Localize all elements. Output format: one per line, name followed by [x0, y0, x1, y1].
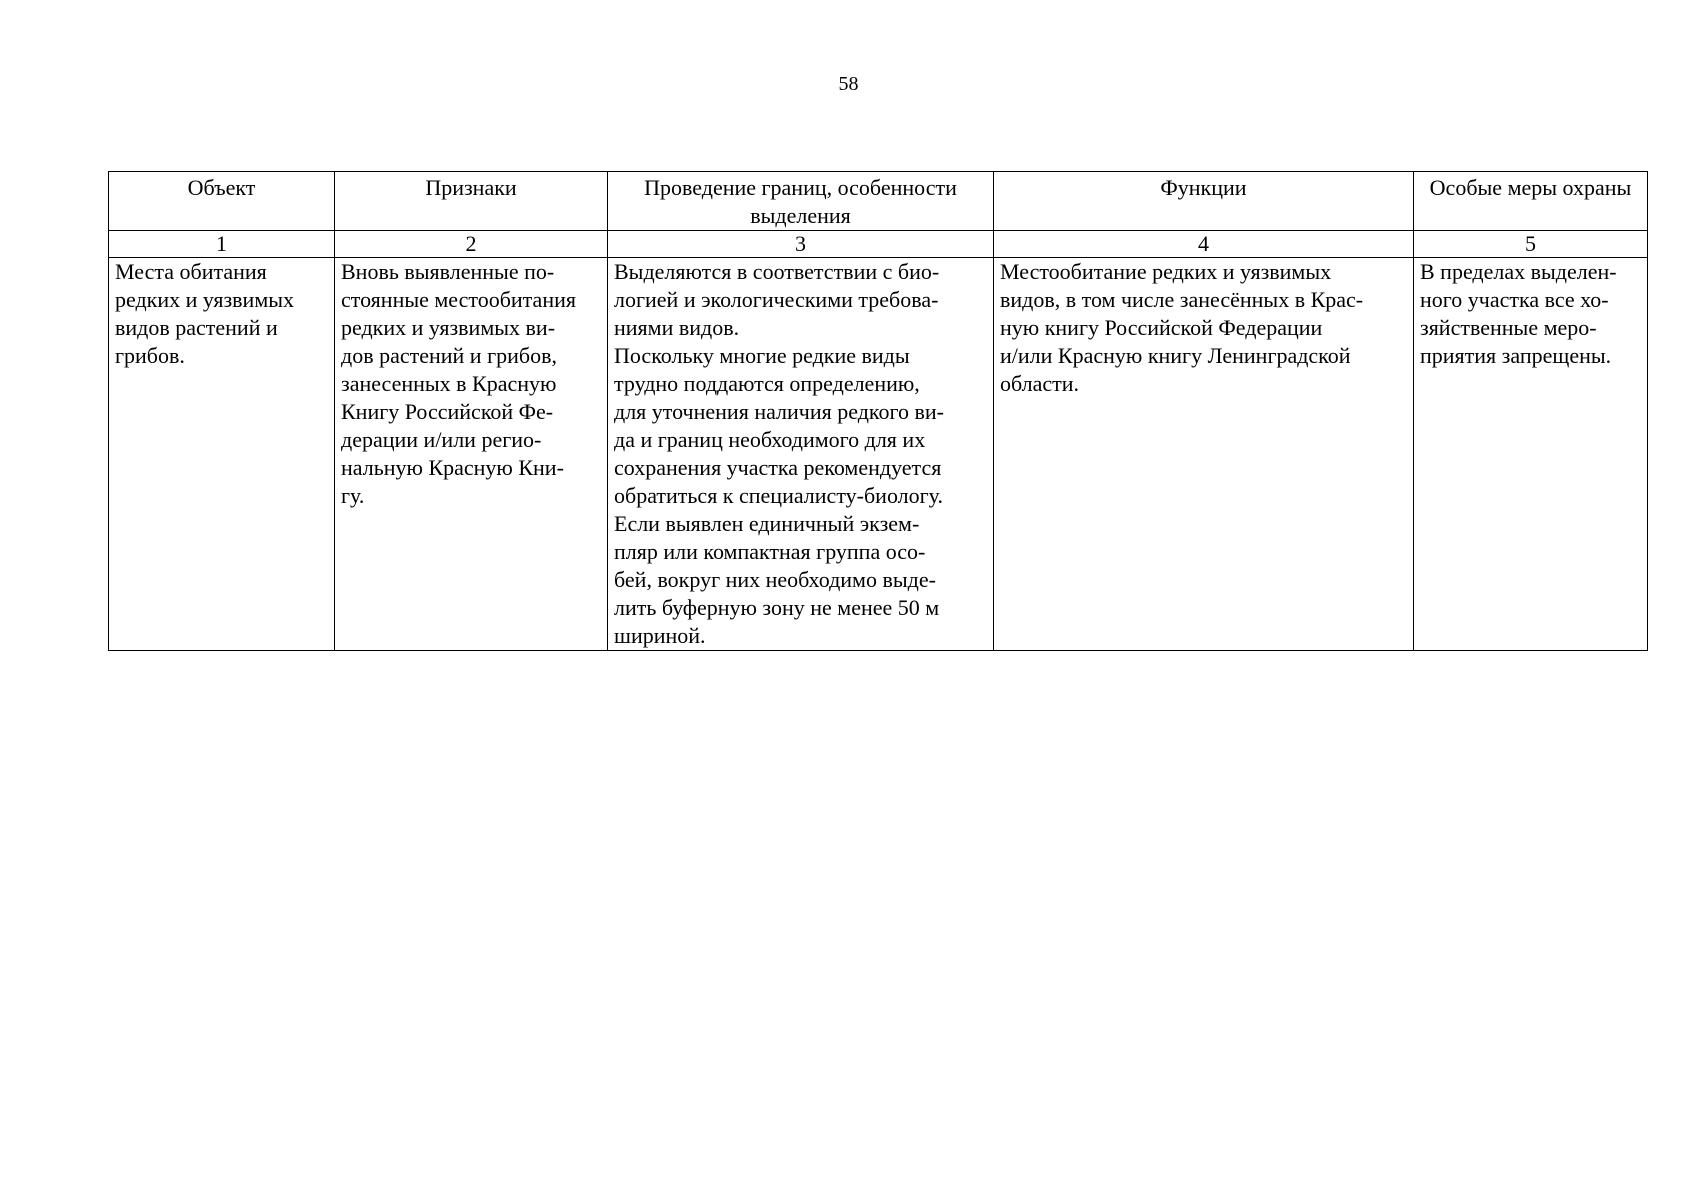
cell-boundaries-line: лить буферную зону не менее 50 м	[614, 595, 940, 620]
header-protection-text: Особые меры охраны	[1429, 175, 1632, 200]
header-signs-text: Признаки	[425, 175, 517, 200]
cell-functions-line: и/или Красную книгу Ленинградской	[1000, 343, 1351, 368]
cell-boundaries-line: шириной.	[614, 623, 706, 648]
header-boundaries-line-1: Проведение границ, особенности	[644, 175, 957, 200]
cell-signs-line: нальную Красную Кни-	[341, 455, 564, 480]
page-number: 58	[838, 73, 859, 95]
cell-boundaries-line: обратиться к специалисту-биологу.	[614, 483, 943, 508]
cell-signs-line: стоянные местообитания	[341, 287, 576, 312]
cell-boundaries-line: да и границ необходимого для их	[614, 427, 926, 452]
cell-boundaries-line: сохранения участка рекомендуется	[614, 455, 942, 480]
column-number-5: 5	[1414, 231, 1648, 258]
cell-boundaries-line: Выделяются в соответствии с био-	[614, 259, 940, 284]
cell-functions-line: видов, в том числе занесённых в Крас-	[1000, 287, 1364, 312]
cell-boundaries-line: для уточнения наличия редкого ви-	[614, 399, 944, 424]
table-header-row	[109, 172, 1648, 231]
header-boundaries	[608, 172, 994, 231]
column-number-row	[109, 231, 1648, 258]
cell-signs-line: занесенных в Красную	[341, 371, 557, 396]
cell-boundaries-line: Поскольку многие редкие виды	[614, 343, 910, 368]
cell-signs-line: Вновь выявленные по-	[341, 259, 555, 284]
cell-protection-line: В пределах выделен-	[1420, 259, 1617, 284]
cell-functions-line: области.	[1000, 371, 1080, 396]
cell-object-line: видов растений и	[115, 315, 278, 340]
header-object-text: Объект	[187, 175, 256, 200]
header-protection	[1414, 172, 1648, 231]
cell-protection	[1414, 258, 1648, 651]
cell-protection-line: приятия запрещены.	[1420, 343, 1612, 368]
cell-signs-line: дерации и/или регио-	[341, 427, 542, 452]
cell-boundaries	[608, 258, 994, 651]
cell-boundaries-line: ниями видов.	[614, 315, 740, 340]
cell-boundaries-line: логией и экологическими требова-	[614, 287, 939, 312]
cell-protection-line: зяйственные меро-	[1420, 315, 1597, 340]
cell-protection-line: ного участка все хо-	[1420, 287, 1609, 312]
cell-signs-line: Книгу Российской Фе-	[341, 399, 554, 424]
cell-boundaries-line: Если выявлен единичный экзем-	[614, 511, 920, 536]
cell-signs-line: гу.	[341, 483, 365, 508]
cell-boundaries-line: пляр или компактная группа осо-	[614, 539, 926, 564]
column-number-2: 2	[335, 231, 608, 258]
cell-boundaries-line: бей, вокруг них необходимо выде-	[614, 567, 936, 592]
table-row	[109, 258, 1648, 651]
header-object	[109, 172, 335, 231]
cell-object-line: редких и уязвимых	[115, 287, 295, 312]
cell-signs-line: редких и уязвимых ви-	[341, 315, 556, 340]
header-signs	[335, 172, 608, 231]
column-number-3: 3	[608, 231, 994, 258]
cell-object	[109, 258, 335, 651]
cell-functions-line: Местообитание редких и уязвимых	[1000, 259, 1332, 284]
cell-signs	[335, 258, 608, 651]
cell-object-line: Места обитания	[115, 259, 267, 284]
header-functions-text: Функции	[1160, 175, 1247, 200]
cell-functions-line: ную книгу Российской Федерации	[1000, 315, 1323, 340]
cell-object-line: грибов.	[115, 343, 185, 368]
cell-boundaries-line: трудно поддаются определению,	[614, 371, 920, 396]
cell-signs-line: дов растений и грибов,	[341, 343, 557, 368]
column-number-1: 1	[109, 231, 335, 258]
protection-table	[108, 171, 1648, 651]
column-number-4: 4	[994, 231, 1414, 258]
header-boundaries-line-2: выделения	[750, 203, 851, 228]
header-functions	[994, 172, 1414, 231]
cell-functions	[994, 258, 1414, 651]
